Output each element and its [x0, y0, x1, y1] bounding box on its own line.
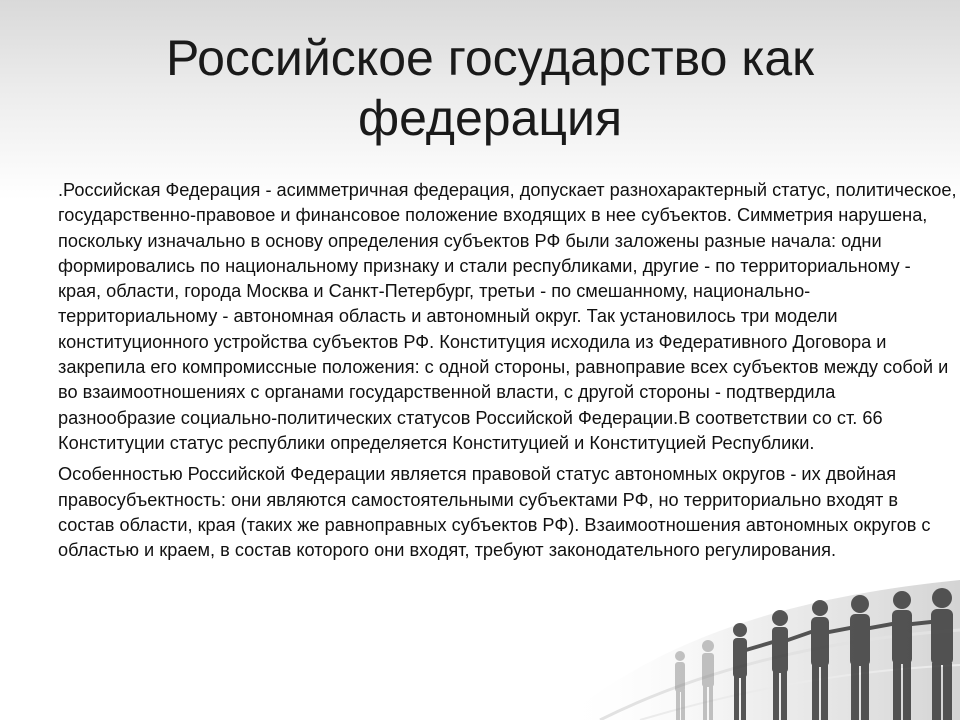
slide-body [58, 178, 958, 569]
people-holding-hands-image [620, 560, 960, 720]
paragraph-1: .Российская Федерация - асимметричная федерация, допускает разнохарактерный статус, политическое, государственно-правовое и финансовое положение входящих в нее субъектов. Симметрия нарушена, поскольку изначально в основу определения субъектов РФ были заложены разные начала: одни формировались по национальному признаку и стали республиками, другие - по территориальному - края, области, города Москва и Санкт-Петербург, третьи - по смешанному, национально-территориальному - автономная область и автономный округ. Так установилось три модели конституционного устройства субъектов РФ. Конституция исходила из Федеративного Договора и закрепила его компромиссные положения: с одной стороны, равноправие всех субъектов между собой и во взаимоотношениях с органами государственной власти, с другой стороны - подтвердила разнообразие социально-политических статусов Российской Федерации.В соответствии со ст. 66 Конституции статус республики определяется Конституцией и Конституцией Республики. [58, 180, 957, 453]
paragraph-2: Особенностью Российской Федерации является правовой статус автономных округов - их двойная правосубъектность: они являются самостоятельными субъектами РФ, но территориально входят в состав области, края (таких же равноправных субъектов РФ). Взаимоотношения автономных округов с областью и краем, в состав которого они входят, требуют законодательного регулирования. [58, 464, 931, 561]
slide-title: Российское государство как федерация [165, 30, 815, 146]
